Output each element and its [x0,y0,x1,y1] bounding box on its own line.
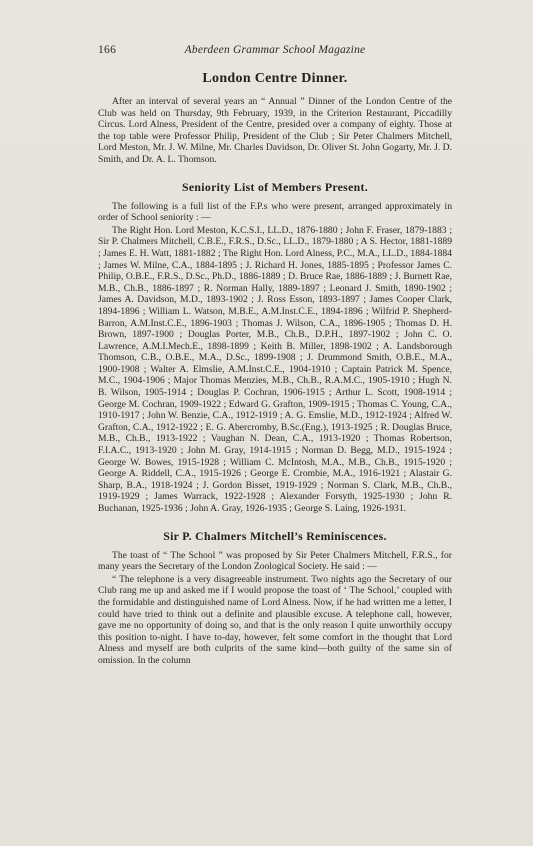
section-london-centre-dinner [98,70,452,166]
paragraph: After an interval of several years an “ Annual ” Dinner of the London Centre of the Club was held on Thursday, 9th February, 1939, in the Criterion Restaurant, Piccadilly Circus. Lord Alness, President of the Centre, presided over a company of eighty. Those at the top table were Professor Philip, President of the Club ; Sir Peter Chalmers Mitchell, Lord Meston, Mr. J. W. Milne, Mr. Charles Davidson, Dr. Oliver St. John Gogarty, Mr. J. D. Smith, and Dr. A. L. Thomson. [98,96,452,165]
paragraph: The toast of “ The School ” was proposed by Sir Peter Chalmers Mitchell, F.R.S., for many years the Secretary of the London Zoological Society. He said : — [98,549,452,573]
article-body [98,70,452,667]
paragraph: “ The telephone is a very disagreeable instrument. Two nights ago the Secretary of our Club rang me up and asked me if I would propose the toast of ‘ The School,’ coupled with the formidable and distinguished name of Lord Alness. Now, if he had written me a letter, I could have tried to think out a definite and plausible excuse. A telephone call, however, gave me no opportunity of doing so, and that is the only reason I quite unworthily occupy this position to-night. I have to-day, however, felt some comfort in the thought that Lord Alness and myself are both culprits of the same kind—both guilty of the same sin of omission. In the column [98,573,452,666]
journal-title: Aberdeen Grammar School Magazine [184,44,366,56]
section-heading: Seniority List of Members Present. [182,179,368,194]
members-list-paragraph: The Right Hon. Lord Meston, K.C.S.I., LL.D., 1876-1880 ; John F. Fraser, 1879-1883 ; Sir P. Chalmers Mitchell, C.B.E., F.R.S., D.Sc., LL.D., 1879-1880 ; A S. Hector, 1881-1889 ; James E. H. Watt, 1881-1882 ; The Right Hon. Lord Alness, P.C., M.A., LL.D., 1884-1884 ; James W. Milne, C.A., 1884-1895 ; J. Richard H. Jones, 1885-1895 ; Professor James C. Philip, O.B.E., F.R.S., D.Sc., Ph.D., 1886-1889 ; D. Bruce Rae, 1886-1889 ; J. Burnett Rae, M.B., Ch.B., 1886-1897 ; R. Norman Hally, 1889-1897 ; Leonard J. Smith, 1890-1902 ; James A. Davidson, M.D., 1893-1902 ; J. Ross Esson, 1893-1897 ; James Cooper Clark, 1894-1896 ; William L. Watson, M.B.E., A.M.Inst.C.E., 1894-1896 ; Wilfrid P. Shepherd-Barron, A.M.Inst.C.E., 1896-1903 ; Thomas J. Wilson, C.A., 1896-1905 ; Thomas D. H. Brown, 1897-1900 ; Douglas Porter, M.B., Ch.B., D.P.H., 1897-1902 ; John C. O. Lawrence, A.M.I.Mech.E., 1898-1899 ; Keith B. Miller, 1898-1902 ; A. Landsborough Thomson, C.B., O.B.E., M.A., D.Sc., 1899-1908 ; J. Drummond Smith, O.B.E., M.A., 1900-1908 ; Walter A. Elmslie, A.M.Inst.C.E., 1904-1910 ; Captain Patrick M. Spence, M.C., 1904-1906 ; Major Thomas Menzies, M.B., Ch.B., R.A.M.C., 1905-1910 ; Hugh N. B. Wilson, 1905-1914 ; Douglas P. Cochran, 1906-1915 ; Arthur L. Scott, 1908-1914 ; George M. Cochran, 1909-1922 ; Edward G. Grafton, 1909-1915 ; Thomas C. Young, C.A., 1910-1917 ; John W. Benzie, C.A., 1912-1919 ; A. G. Emslie, M.D., 1912-1924 ; Alfred W. Grafton, C.A., 1912-1922 ; E. G. Abercromby, B.Sc.(Eng.), 1913-1925 ; R. Douglas Bruce, M.B., Ch.B., 1913-1922 ; Vaughan N. Dean, C.A., 1913-1920 ; Thomas Robertson, F.I.A.C., 1913-1920 ; John M. Gray, 1914-1915 ; Norman D. Begg, M.D., 1915-1924 ; George W. Bowes, 1915-1928 ; William C. McIntosh, M.A., M.B., Ch.B., 1915-1920 ; George A. Riddell, C.A., 1915-1926 ; George E. Crombie, M.A., 1916-1921 ; Alastair G. Sharp, B.A., 1918-1924 ; J. Gordon Bisset, 1919-1929 ; Norman S. Clark, M.B., Ch.B., 1919-1929 ; James Warrack, 1922-1928 ; Alexander Forsyth, 1925-1930 ; John R. Buchanan, 1925-1936 ; John A. Gray, 1926-1935 ; George S. Laing, 1926-1931. [98,224,452,514]
section-heading: London Centre Dinner. [202,71,348,86]
page-number: 166 [98,44,117,56]
section-seniority-list [98,180,452,515]
section-reminiscences [98,529,452,667]
section-heading: Sir P. Chalmers Mitchell’s Reminiscences. [163,528,387,543]
paragraph: The following is a full list of the F.P.s who were present, arranged approximately in order of School seniority : — [98,200,452,224]
running-head [98,44,452,60]
